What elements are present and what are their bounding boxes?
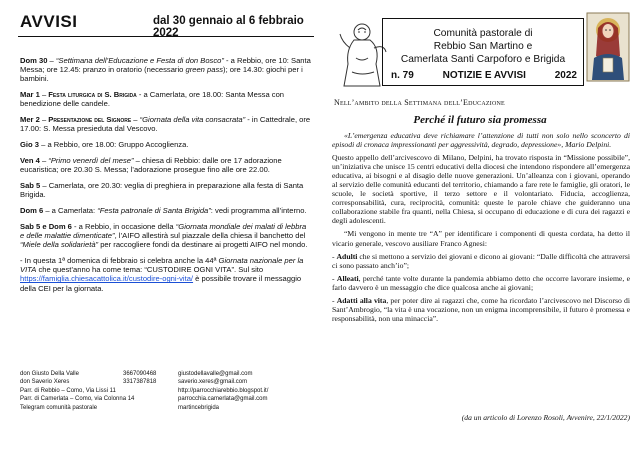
text-run: –	[39, 115, 49, 125]
contact-row	[20, 404, 290, 412]
contact-phone	[123, 395, 178, 403]
text-run: – a Camerlata:	[43, 206, 98, 215]
text-run: – Camerlata, ore 20.30: veglia di preghiera in preparazione alla festa di Santa Brigida.	[20, 181, 304, 200]
text-run: – a Rebbio, ore 18.00: Gruppo Accoglienza.	[39, 140, 189, 150]
contact-email[interactable]: giustodellavalle@gmail.com	[178, 371, 253, 377]
text-run: –	[47, 56, 56, 65]
website-link[interactable]: https://famiglia.chiesacattolica.it/custodire-ogni-vita/	[20, 274, 194, 284]
parish-box	[382, 18, 584, 86]
text-run: , perché tante volte durante la pandemia abbiamo detto che occorre lavorare insieme, e farlo davvero è un messaggio che dice qualcosa anche ai giovani;	[332, 273, 630, 292]
text-run: - in Cattedrale, ore 17.00: S. Messa presieduta dal Vescovo.	[20, 115, 311, 134]
contact-row	[20, 370, 290, 378]
text-run: Adatti alla vita	[336, 295, 387, 305]
text-run: - a Rebbio, in occasione della	[71, 221, 176, 231]
text-run: Festa liturgica di S. Brigida	[48, 90, 137, 100]
contact-name: don Giusto Della Valle	[20, 371, 79, 377]
text-run: Giornata nazionale per la VITA	[20, 256, 304, 275]
avvisi-header	[18, 12, 314, 39]
event-item	[20, 222, 312, 250]
contacts-block	[20, 370, 290, 412]
article-body	[332, 131, 630, 327]
text-run: - a Rebbio, ore 10: Santa Messa; ore 12.45: pranzo in oratorio (necessario	[20, 56, 311, 75]
parish-name-line: Rebbio San Martino e	[433, 41, 533, 52]
text-run: Dom 6	[20, 206, 44, 215]
text-run: - In questa 1ª domenica di febbraio si celebra anche la 44ª	[20, 256, 219, 265]
parish-name-line: Camerlata Santi Carpoforo e Brigida	[400, 54, 566, 65]
text-run: “Primo venerdì del mese”	[48, 156, 134, 165]
text-run: Mer 2	[20, 115, 40, 125]
article-paragraph	[332, 153, 630, 225]
text-run: “Settimana dell’Educazione e Festa di don Bosco”	[55, 56, 224, 65]
text-run: , l’AIFO allestirà sul piazzale della chiesa il banchetto del	[114, 231, 306, 240]
contact-email[interactable]: parrocchia.camerlata@gmail.com	[178, 396, 268, 403]
contact-email[interactable]: http://parrocchiarebbio.blogspot.it/	[178, 387, 269, 394]
text-run: Sab 5	[20, 181, 41, 190]
text-run: “Festa patronale di Santa Brigida”	[97, 206, 211, 215]
text-run: -	[332, 251, 337, 261]
text-run: «L’emergenza educativa deve richiamare l’attenzione di tutti non solo nello sconcerto di episodi di cronaca impressionanti per aggressività, degrado, depressione»	[332, 131, 630, 150]
event-item	[20, 206, 312, 215]
contact-phone: 3667090468	[123, 371, 157, 377]
text-run: – chiesa di Rebbio: dalle ore 17 adorazione eucaristica; ore 20.30 S. Messa; l’adorazione prosegue fino alle ore 22.00.	[20, 156, 282, 175]
event-item	[20, 56, 312, 84]
contact-row	[20, 378, 290, 386]
text-run: green pass	[185, 65, 224, 75]
contact-name: Parr. di Camerlata – Como, via Colonna 14	[20, 396, 135, 403]
text-run: “Giornata della vita consacrata”	[139, 115, 246, 125]
right-page	[320, 0, 640, 452]
event-item	[20, 156, 312, 174]
contact-name: Parr. di Rebbio – Como, Via Lissi 11	[20, 387, 116, 394]
article-paragraph	[332, 229, 630, 247]
saint-brigida-icon	[586, 12, 630, 82]
issue-title: NOTIZIE E AVVISI	[442, 70, 526, 81]
event-item	[20, 115, 312, 133]
text-run: -	[332, 273, 337, 283]
text-run: Alleati	[336, 273, 359, 283]
text-run: –	[131, 115, 140, 125]
article-source: (da un articolo di Lorenzo Rosoli, Avvenire, 22/1/2022)	[461, 413, 630, 422]
contact-name: Telegram comunità pastorale	[20, 404, 98, 411]
date-range: dal 30 gennaio al 6 febbraio 2022	[153, 15, 304, 39]
contact-row	[20, 387, 290, 395]
text-run: per raccogliere fondi da destinare ai progetti AIFO nel mondo.	[98, 240, 308, 250]
avvisi-title: AVVISI	[20, 12, 78, 31]
text-run: “Giornata mondiale dei malati di lebbra e delle malattie dimenticate”	[20, 221, 307, 240]
text-run: Mar 1	[20, 90, 40, 100]
header-divider	[18, 36, 314, 37]
text-run: , Mario Delpini.	[561, 140, 612, 150]
event-item	[20, 181, 312, 199]
contact-row	[20, 395, 290, 403]
contact-phone	[123, 387, 178, 395]
parish-name-line: Comunità pastorale di	[433, 28, 533, 39]
article-paragraph	[332, 296, 630, 323]
article-paragraph	[332, 131, 630, 149]
text-run: –	[39, 90, 49, 100]
text-run: Questo appello dell’arcivescovo di Milano, Delpini, ha trovato risposta in “Missione possibile”, un’iniziativa che unisce 15 centri educativi della diocesi che intendono rispondere all’emergenza educativa, ai bisogni e al disagio delle nuove generazioni. Un’alleanza con i giovani, operando al servizio delle comunità educanti del territorio, chiamando a fare rete le famiglie, gli oratori, le scuole, le società sportive, il terzo settore e il volontariato. Fiducia, accoglienza, corresponsabilità, cura, reciprocità, comunità: queste le parole chiave che guideranno una collaborazione stabile fra quanti, nella Chiesa, si occupano di educazione e di cura dei ragazzi e degli adolescenti.	[332, 153, 630, 226]
article-kicker: Nell’ambito della Settimana dell’Educazione	[334, 98, 505, 107]
issue-line	[391, 70, 577, 81]
parish-name	[383, 27, 583, 66]
text-run: ); ore 14.30: giochi per i bambini.	[20, 65, 303, 84]
text-run: Presentazione del Signore	[48, 115, 132, 125]
contact-email[interactable]: saverio.xeres@gmail.com	[178, 379, 248, 386]
text-run: Sab 5 e Dom 6	[20, 221, 72, 231]
article-paragraph	[332, 274, 630, 292]
article-title: Perché il futuro sia promessa	[413, 114, 547, 126]
text-run: Adulti	[336, 251, 358, 261]
event-item	[20, 140, 312, 149]
text-run: , per poter dire ai ragazzi che, come ha ricordato l’arcivescovo nel Discorso di Sant’Ambrogio, “la vita è una vocazione, non un enigma incomprensibile, il futuro è promessa e responsabilità, non una minaccia”.	[332, 295, 630, 323]
text-run: è possibile trovare il messaggio della CEI per la giornata.	[20, 274, 302, 293]
event-item	[20, 90, 312, 108]
text-run: che quest’anno ha come tema: “CUSTODIRE OGNI VITA”. Sul sito	[36, 265, 264, 275]
text-run: che si mettono a servizio dei giovani e dicono ai giovani: “Dalle difficoltà che attraversi ci sono passato anch’io”;	[332, 251, 630, 270]
text-run: -	[332, 295, 337, 305]
text-run: Gio 3	[20, 140, 39, 150]
text-run: –	[39, 156, 49, 165]
issue-number: n. 79	[391, 70, 414, 81]
contact-phone: 3317387818	[123, 379, 157, 386]
text-run: : vedi programma all’interno.	[210, 206, 307, 215]
article-paragraph	[332, 252, 630, 270]
text-run: “Mi vengono in mente tre “A” per identificare i componenti di questa cordata, ha detto il vicario generale, vescovo ausiliare Franco Agnesi:	[332, 229, 630, 248]
contact-phone	[123, 404, 178, 412]
contact-name: don Saverio Xeres	[20, 379, 70, 386]
event-item	[20, 256, 312, 293]
text-run: “Miele della solidarietà”	[20, 240, 99, 250]
events-list	[20, 56, 312, 299]
issue-year: 2022	[554, 70, 577, 81]
contact-email[interactable]: martincebrigida	[178, 404, 220, 411]
text-run: Ven 4	[20, 156, 40, 165]
text-run: - a Camerlata, ore 18.00: Santa Messa con benedizione delle candele.	[20, 90, 285, 109]
text-run: Dom 30	[20, 56, 48, 65]
